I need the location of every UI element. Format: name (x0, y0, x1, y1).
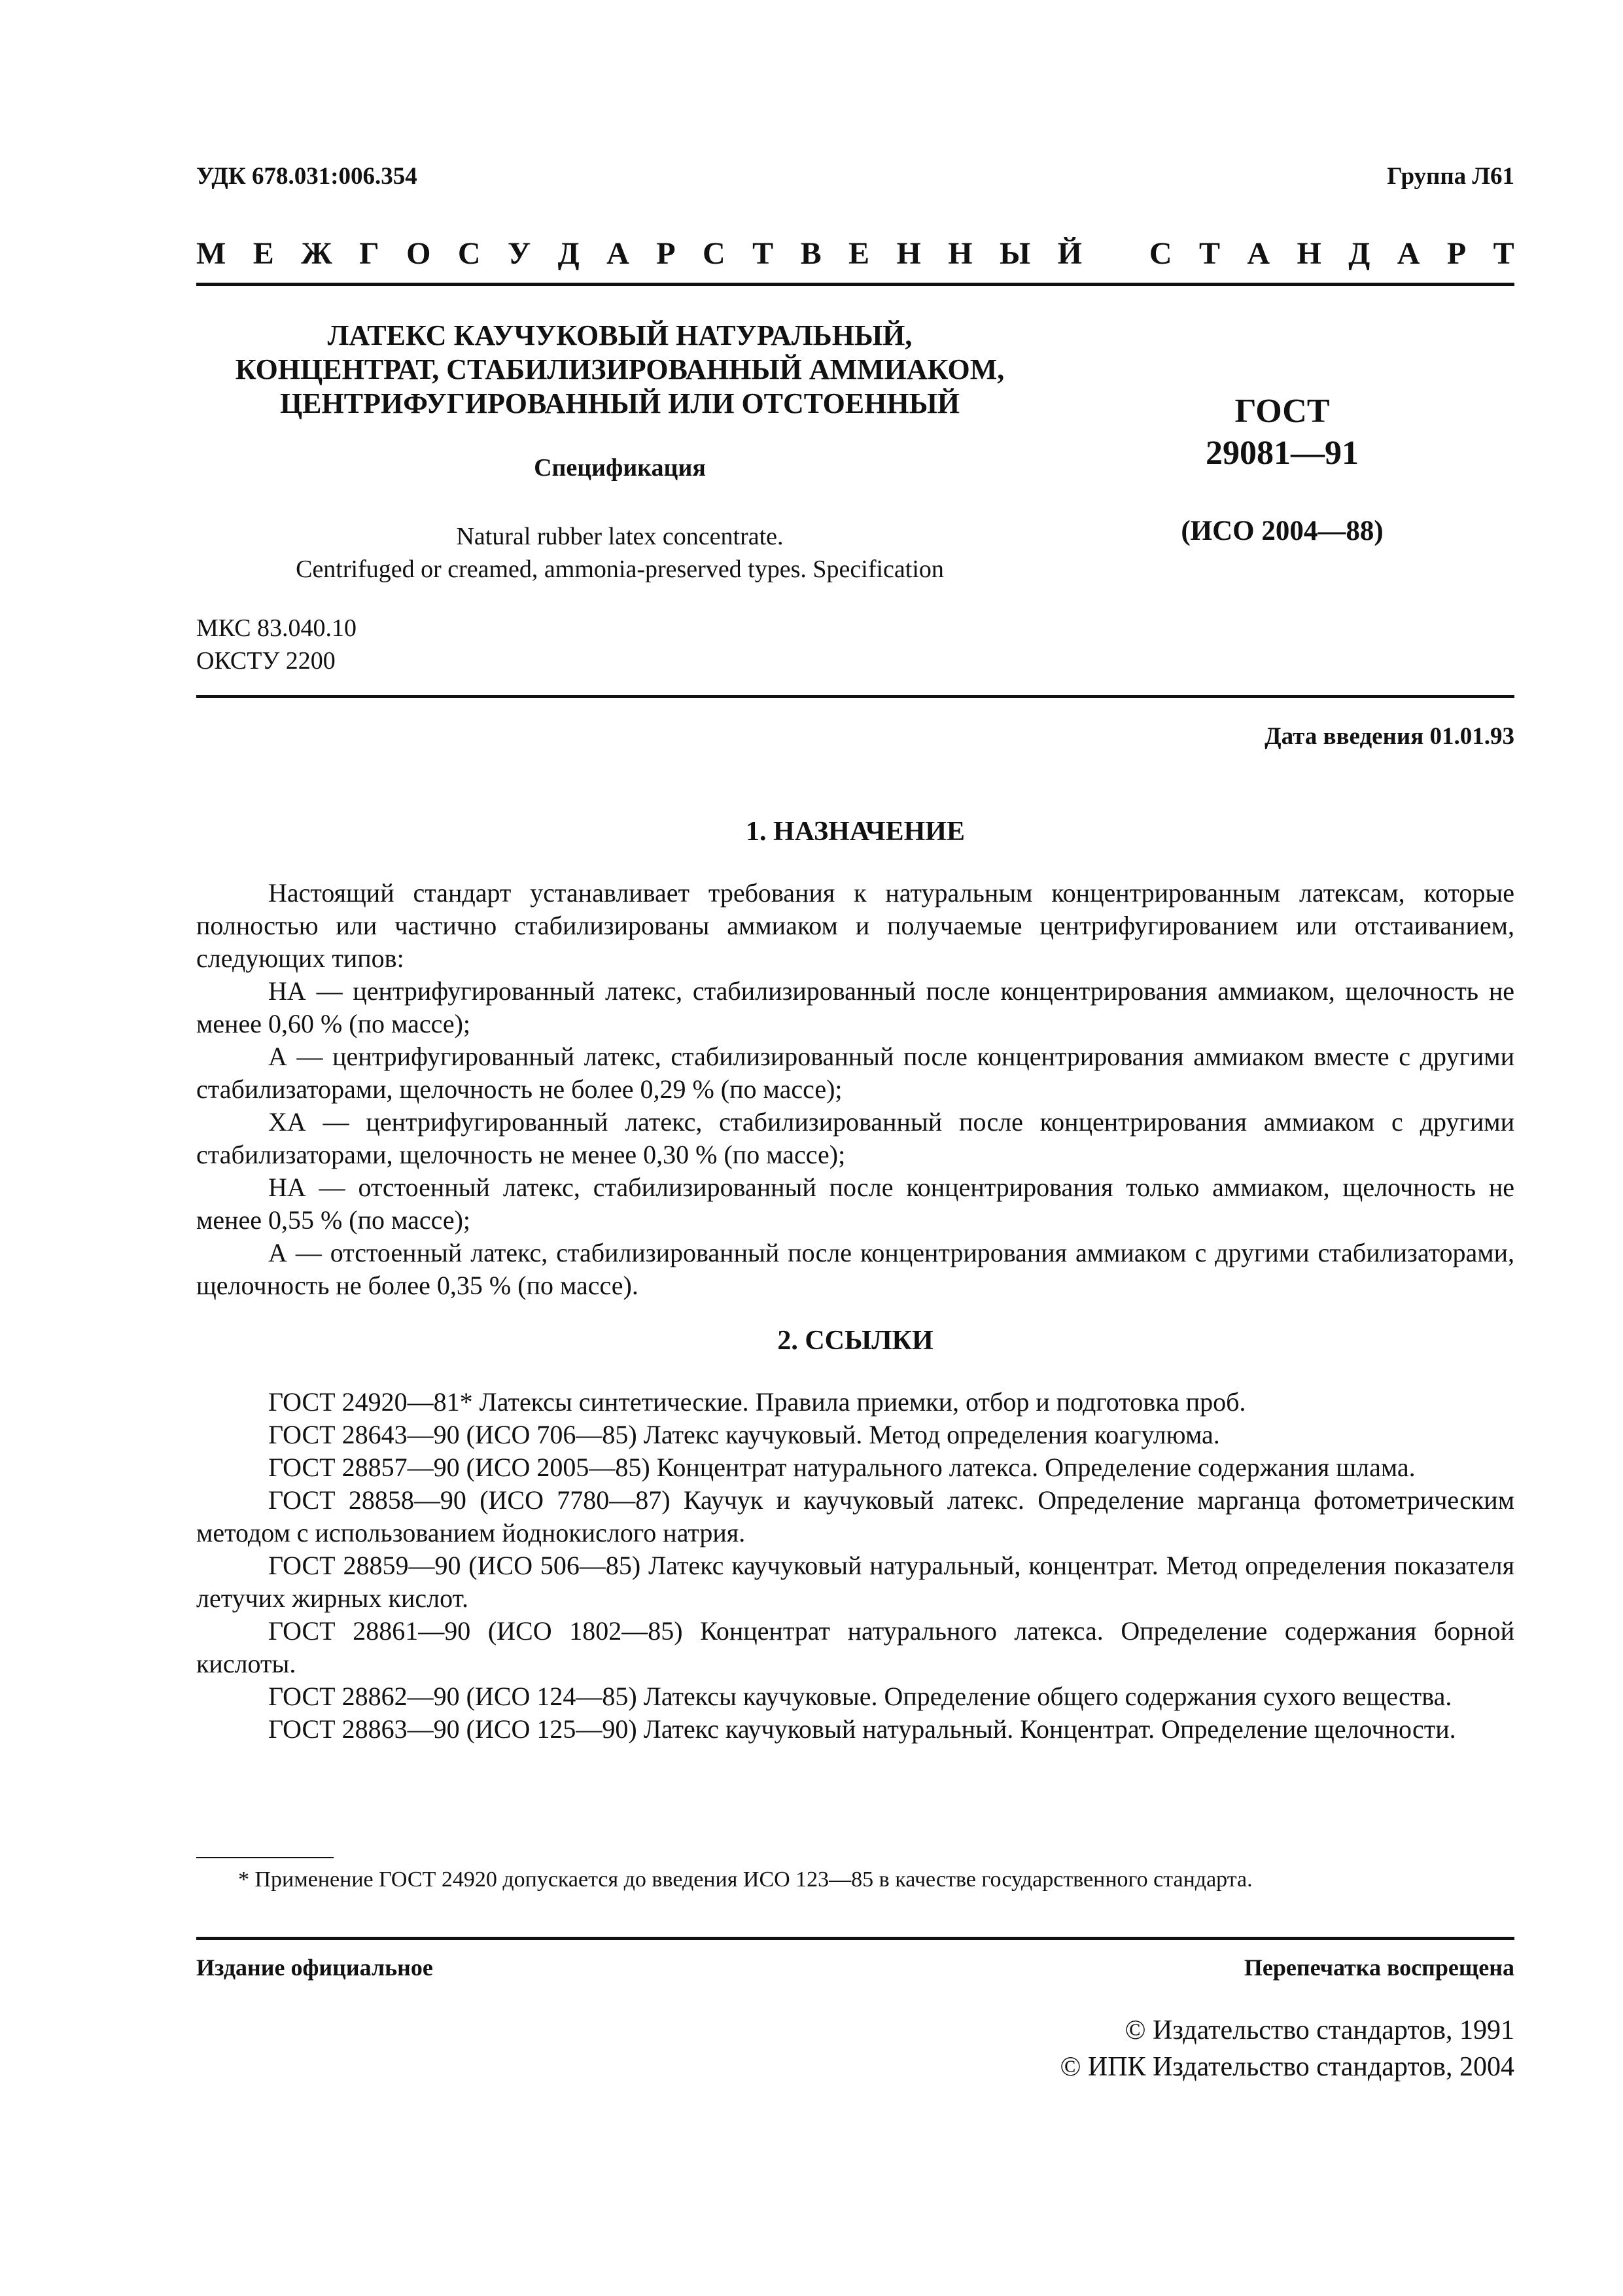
header-row (196, 162, 1514, 190)
okstu-code: ОКСТУ 2200 (196, 647, 336, 675)
banner-letter: Н (896, 236, 921, 271)
document-title (196, 319, 1043, 421)
footnote-text: * Применение ГОСТ 24920 допускается до введения ИСО 123—85 в качестве государственного стандарта. (238, 1867, 1253, 1892)
title-line: КОНЦЕНТРАТ, СТАБИЛИЗИРОВАННЫЙ АММИАКОМ, (235, 353, 1005, 385)
paragraph: Настоящий стандарт устанавливает требования к натуральным концентрированным латексам, которые полностью или частично стабилизированы аммиаком и получаемые центрифугированием или отстаиванием, следующих типов: (196, 878, 1514, 973)
reference-item: ГОСТ 28859—90 (ИСО 506—85) Латекс каучуковый натуральный, концентрат. Метод определения показателя летучих жирных кислот. (196, 1551, 1514, 1613)
paragraph: ХА — центрифугированный латекс, стабилизированный после концентрирования аммиаком с другими стабилизаторами, щелочность не менее 0,30 % (по массе); (196, 1107, 1514, 1169)
banner-letter: Е (848, 236, 870, 271)
banner-letter: А (1247, 236, 1270, 271)
banner-letter: Ж (301, 236, 332, 271)
banner-letter: С (1149, 236, 1172, 271)
footnote-separator (196, 1857, 334, 1858)
copyright-line: © Издательство стандартов, 1991 (1125, 2015, 1514, 2045)
udk-code: УДК 678.031:006.354 (196, 163, 417, 190)
specification-label: Спецификация (534, 454, 706, 482)
reference-item: ГОСТ 28861—90 (ИСО 1802—85) Концентрат натурального латекса. Определение содержания борной кислоты. (196, 1616, 1514, 1678)
paragraph: НА — центрифугированный латекс, стабилизированный после концентрирования аммиаком, щелочность не менее 0,60 % (по массе); (196, 976, 1514, 1038)
english-title-line: Centrifuged or creamed, ammonia-preserved types. Specification (296, 556, 944, 583)
banner-letter: А (606, 236, 629, 271)
english-title-line: Natural rubber latex concentrate. (456, 523, 784, 550)
section-heading-references: 2. ССЫЛКИ (777, 1326, 934, 1356)
banner-letter: В (800, 236, 822, 271)
banner-letter: Р (1446, 236, 1467, 271)
title-line: ЛАТЕКС КАУЧУКОВЫЙ НАТУРАЛЬНЫЙ, (327, 319, 913, 351)
banner-letter: С (457, 236, 481, 271)
mks-code: МКС 83.040.10 (196, 614, 357, 642)
banner-letter: С (703, 236, 725, 271)
banner-letter: Й (1057, 236, 1082, 271)
banner-letter: Н (1297, 236, 1321, 271)
banner-letter: У (507, 236, 531, 271)
banner-letter: М (196, 236, 226, 271)
gost-label: ГОСТ (1234, 393, 1330, 430)
banner-letter: Д (557, 236, 580, 271)
paragraph: НА — отстоенный латекс, стабилизированный после концентрирования только аммиаком, щелочность не менее 0,55 % (по массе); (196, 1173, 1514, 1235)
reference-item: ГОСТ 28857—90 (ИСО 2005—85) Концентрат натурального латекса. Определение содержания шлама. (268, 1453, 1416, 1482)
introduction-date: Дата введения 01.01.93 (1265, 723, 1514, 750)
paragraph: А — центрифугированный латекс, стабилизированный после концентрирования аммиаком вместе с другими стабилизаторами, щелочность не более 0,29 % (по массе); (196, 1042, 1514, 1104)
banner-letter: Н (948, 236, 973, 271)
copyright-block (1060, 2012, 1514, 2085)
footer-row (196, 1954, 1514, 1981)
official-edition-label: Издание официальное (196, 1954, 433, 1981)
header-bottom-rule (196, 695, 1514, 698)
banner-letter: Г (359, 236, 379, 271)
gost-number: 29081—91 (1206, 434, 1359, 472)
section-purpose-body (196, 877, 1514, 1302)
banner-letter: Е (253, 236, 274, 271)
banner-letter: Т (752, 236, 774, 271)
section-heading-purpose: 1. НАЗНАЧЕНИЕ (746, 817, 965, 847)
banner-gap (1109, 236, 1122, 272)
classification-codes (196, 612, 357, 677)
interstate-standard-banner (196, 236, 1514, 272)
reprint-prohibited-label: Перепечатка воспрещена (1244, 1954, 1514, 1981)
group-code: Группа Л61 (1387, 163, 1514, 190)
reference-item: ГОСТ 28643—90 (ИСО 706—85) Латекс каучуковый. Метод определения коагулюма. (268, 1420, 1220, 1449)
section-references-body (196, 1386, 1514, 1746)
banner-letter: Ы (1000, 236, 1031, 271)
banner-letter: О (406, 236, 431, 271)
reference-item: ГОСТ 24920—81* Латексы синтетические. Правила приемки, отбор и подготовка проб. (268, 1387, 1246, 1417)
gost-designation (1119, 391, 1446, 474)
reference-item: ГОСТ 28862—90 (ИСО 124—85) Латексы каучуковые. Определение общего содержания сухого вещества. (268, 1682, 1452, 1711)
iso-equivalent: (ИСО 2004—88) (1181, 516, 1384, 546)
english-title (196, 520, 1043, 586)
title-line: ЦЕНТРИФУГИРОВАННЫЙ ИЛИ ОТСТОЕННЫЙ (279, 387, 960, 419)
footnote (196, 1865, 1514, 1895)
banner-letter: Д (1348, 236, 1370, 271)
footer-rule (196, 1937, 1514, 1940)
banner-letter: Т (1198, 236, 1220, 271)
reference-item: ГОСТ 28858—90 (ИСО 7780—87) Каучук и каучуковый латекс. Определение марганца фотометрическим методом с использованием йоднокислого натрия. (196, 1485, 1514, 1547)
banner-letter: А (1397, 236, 1420, 271)
banner-letter: Р (656, 236, 676, 271)
banner-rule (196, 283, 1514, 286)
paragraph: А — отстоенный латекс, стабилизированный после концентрирования аммиаком с другими стабилизаторами, щелочность не более 0,35 % (по массе). (196, 1238, 1514, 1300)
banner-letter: Т (1493, 236, 1514, 271)
reference-item: ГОСТ 28863—90 (ИСО 125—90) Латекс каучуковый натуральный. Концентрат. Определение щелочности. (268, 1714, 1456, 1744)
copyright-line: © ИПК Издательство стандартов, 2004 (1060, 2052, 1514, 2082)
